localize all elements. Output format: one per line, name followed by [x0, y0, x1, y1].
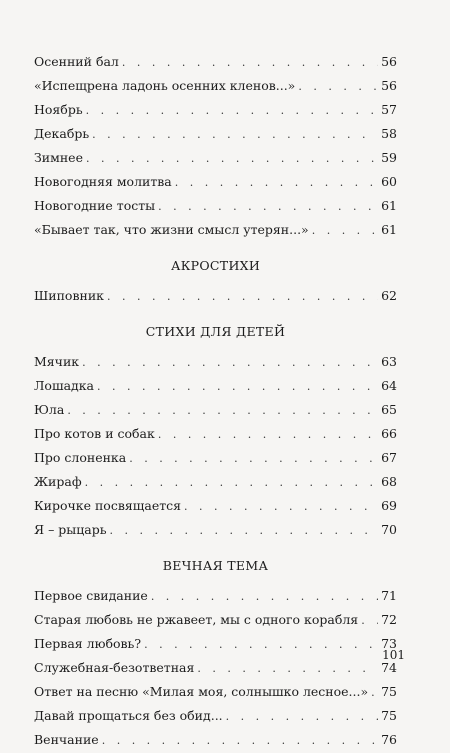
toc-entry-title: «Бывает так, что жизни смысл утерян...»	[34, 222, 309, 237]
toc-entry-page: 76	[381, 732, 397, 747]
dot-leader	[151, 585, 378, 609]
toc-entry	[34, 284, 397, 308]
toc-entry-page: 64	[381, 378, 397, 393]
dot-leader	[158, 195, 378, 219]
toc-entry-page: 68	[381, 474, 397, 489]
toc-entry	[34, 170, 397, 194]
toc-entry-title: Я – рыцарь	[34, 522, 107, 537]
toc-entry-title: Юла	[34, 402, 65, 417]
dot-leader	[312, 219, 378, 243]
toc-entry	[34, 704, 397, 728]
toc-entry-page: 70	[381, 522, 397, 537]
toc-entry-page: 58	[381, 126, 397, 141]
dot-leader	[107, 285, 378, 309]
toc-entry	[34, 218, 397, 242]
toc-entry-page: 62	[381, 288, 397, 303]
toc-entry-title: Новогодняя молитва	[34, 174, 172, 189]
dot-leader	[144, 633, 378, 657]
section-heading: АКРОСТИХИ	[170, 258, 261, 273]
dot-leader	[86, 147, 378, 171]
toc-entry-title: Первая любовь?	[34, 636, 142, 651]
toc-entry-title: Мячик	[34, 354, 80, 369]
toc-entry-page: 61	[381, 222, 397, 237]
toc-entry-title: Про слоненка	[34, 450, 127, 465]
toc-entry-title: Зимнее	[34, 150, 83, 165]
dot-leader	[82, 351, 378, 375]
dot-leader	[110, 519, 378, 543]
toc-entry	[34, 632, 397, 656]
toc-entry	[34, 728, 397, 752]
toc-entry	[34, 98, 397, 122]
toc-entry-page: 60	[381, 174, 397, 189]
dot-leader	[371, 681, 378, 705]
toc-entry	[34, 350, 397, 374]
toc-entry-title: Ответ на песню «Милая моя, солнышко лесное...»	[34, 684, 369, 699]
dot-leader	[86, 99, 378, 123]
toc-entry	[34, 74, 397, 98]
toc-entry-title: Кирочке посвящается	[34, 498, 182, 513]
section-heading: СТИХИ ДЛЯ ДЕТЕЙ	[145, 324, 286, 339]
dot-leader	[184, 495, 378, 519]
toc-entry-page: 56	[381, 54, 397, 69]
toc-entry	[34, 680, 397, 704]
dot-leader	[92, 123, 378, 147]
toc-entry-page: 59	[381, 150, 397, 165]
dot-leader	[175, 171, 378, 195]
toc-entry	[34, 494, 397, 518]
toc-entry-page: 72	[381, 612, 397, 627]
dot-leader	[129, 447, 378, 471]
toc-entry-title: Жираф	[34, 474, 82, 489]
toc-entry-page: 74	[381, 660, 397, 675]
toc-entry-page: 75	[381, 708, 397, 723]
toc-entry	[34, 470, 397, 494]
toc-entry-title: Шиповник	[34, 288, 104, 303]
toc-entry-title: Служебная-безответная	[34, 660, 195, 675]
toc-entry-page: 75	[381, 684, 397, 699]
toc-entry	[34, 422, 397, 446]
toc-entry-page: 71	[381, 588, 397, 603]
toc-entry	[34, 374, 397, 398]
toc-entry	[34, 656, 397, 680]
dot-leader	[122, 51, 378, 75]
dot-leader	[226, 705, 378, 729]
dot-leader	[158, 423, 378, 447]
toc-entry	[34, 122, 397, 146]
dot-leader	[67, 399, 378, 423]
toc-entry-page: 67	[381, 450, 397, 465]
dot-leader	[85, 471, 378, 495]
toc-entry	[34, 194, 397, 218]
toc-entry-page: 65	[381, 402, 397, 417]
toc-entry-page: 56	[381, 78, 397, 93]
dot-leader	[361, 609, 378, 633]
toc-entry	[34, 608, 397, 632]
toc-entry-title: Осенний бал	[34, 54, 119, 69]
toc-entry-title: Старая любовь не ржавеет, мы с одного корабля	[34, 612, 359, 627]
dot-leader	[97, 375, 378, 399]
section-heading: ВЕЧНАЯ ТЕМА	[162, 558, 269, 573]
toc-entry-title: Давай прощаться без обид...	[34, 708, 223, 723]
toc-entry-page: 66	[381, 426, 397, 441]
toc-entry-title: Первое свидание	[34, 588, 148, 603]
toc-entry-title: Ноябрь	[34, 102, 83, 117]
toc-entry-title: Лошадка	[34, 378, 94, 393]
toc-entry-title: Декабрь	[34, 126, 90, 141]
toc-entry-title: «Испещрена ладонь осенних кленов...»	[34, 78, 296, 93]
toc-entry	[34, 398, 397, 422]
toc-entry	[34, 50, 397, 74]
toc-entry-title: Новогодние тосты	[34, 198, 156, 213]
toc-entry	[34, 446, 397, 470]
toc-entry-page: 57	[381, 102, 397, 117]
toc-entry-title: Венчание	[34, 732, 99, 747]
dot-leader	[298, 75, 378, 99]
toc-entry-page: 61	[381, 198, 397, 213]
page-number: 101	[382, 648, 405, 662]
dot-leader	[102, 729, 378, 753]
table-of-contents	[34, 50, 397, 752]
toc-entry-page: 73	[381, 636, 397, 651]
toc-entry-page: 63	[381, 354, 397, 369]
toc-entry	[34, 584, 397, 608]
dot-leader	[197, 657, 378, 681]
toc-entry-title: Про котов и собак	[34, 426, 155, 441]
toc-entry	[34, 146, 397, 170]
toc-entry	[34, 518, 397, 542]
toc-entry-page: 69	[381, 498, 397, 513]
